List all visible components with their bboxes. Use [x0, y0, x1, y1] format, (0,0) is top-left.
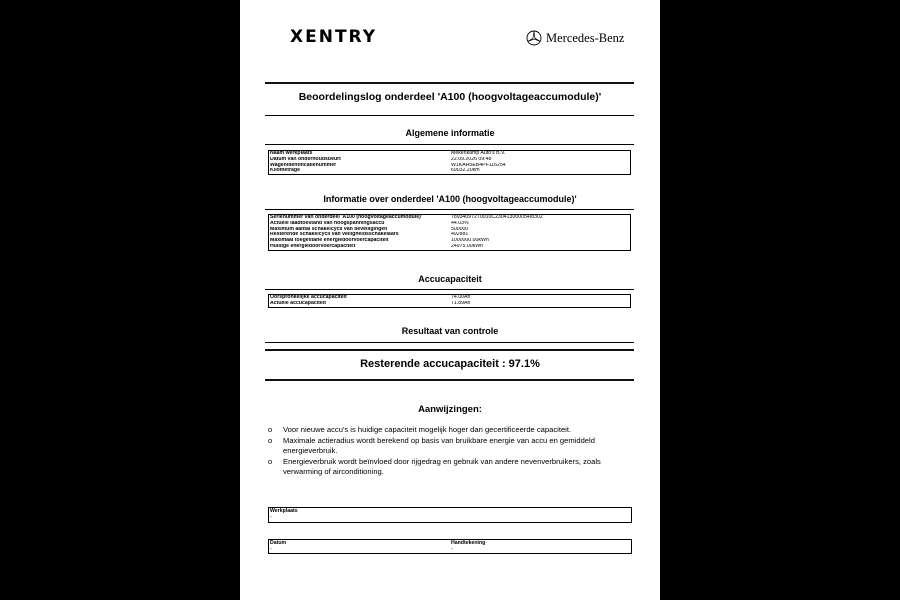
- bullet-icon: o: [268, 435, 273, 445]
- list-item: o Energieverbruik wordt beïnvloed door rijgedrag en gebruik van andere nevenverbruikers, zoals verwarming of airconditioning.: [268, 456, 601, 476]
- notes-list: [268, 425, 633, 478]
- general-info-heading: Algemene informatie: [405, 128, 495, 138]
- general-info-table: [268, 150, 631, 175]
- divider: [265, 82, 634, 84]
- mercedes-star-icon: [526, 30, 542, 46]
- table-row: Datum van onderhoudsbeurt 22.09.2026 09:48: [270, 156, 492, 162]
- table-row: Serienummer van onderdeel 'A100 (hoogvoltageaccumodule)' 78934097270010C230413000054I8302: [270, 215, 543, 220]
- bullet-icon: o: [268, 425, 273, 434]
- workshop-value: -: [270, 514, 272, 520]
- notes-heading: Aanwijzingen:: [418, 404, 482, 415]
- list-item: o Voor nieuwe accu's is huidige capaciteit mogelijk hoger dan gecertificeerde capaciteit.: [268, 425, 572, 434]
- divider: [265, 379, 634, 381]
- signature-value: -: [451, 546, 453, 552]
- capacity-heading: Accucapaciteit: [418, 274, 482, 284]
- date-cell: [269, 540, 450, 553]
- mercedes-benz-wordmark: Mercedes-Benz: [546, 30, 625, 45]
- divider: [265, 144, 634, 145]
- workshop-label: Werkplaats: [270, 508, 298, 514]
- divider: [265, 349, 634, 351]
- table-row: Wagenidentificatienummer W1KAH5EB4PF116254: [270, 162, 506, 168]
- table-row: Actuele accucapaciteit 71.89Ah: [270, 300, 471, 306]
- table-row: Kilometrage 69032.20km: [270, 168, 480, 174]
- table-row: Maximum aantal schakelcycli van beveiligingen 500000: [270, 226, 469, 232]
- divider: [265, 342, 634, 343]
- capacity-table: [268, 294, 631, 308]
- table-row: Naam werkplaats Mekenkamp Auto's B.V.: [270, 151, 506, 156]
- date-value: -: [270, 546, 272, 552]
- table-row: Resterende schakelcycli van veiligheidsschakelaars 492881: [270, 232, 469, 238]
- component-info-heading: Informatie over onderdeel 'A100 (hoogvoltageaccumodule)': [323, 194, 577, 204]
- date-label: Datum: [270, 540, 287, 546]
- signature-cell: [450, 540, 631, 553]
- list-item: o Maximale actieradius wordt berekend op basis van bruikbare energie van accu en gemiddeld energieverbruik.: [268, 435, 595, 455]
- divider: [265, 209, 634, 210]
- table-row: Huidige energiedoorvoercapaciteit 24975.00kWh: [270, 243, 484, 249]
- table-row: Oorspronkelijke accucapaciteit 74.00Ah: [270, 295, 471, 300]
- workshop-box: [268, 507, 632, 523]
- document-page: [240, 0, 660, 600]
- bullet-icon: o: [268, 456, 273, 466]
- mercedes-benz-logo: [526, 30, 624, 46]
- document-title: Beoordelingslog onderdeel 'A100 (hoogvoltageaccumodule)': [298, 91, 602, 103]
- remaining-capacity-result: Resterende accucapaciteit : 97.1%: [360, 358, 540, 370]
- date-signature-box: [268, 539, 632, 554]
- table-row: Maximaal toegestane energiedoorvoercapaciteit 1000000.00kWh: [270, 238, 489, 244]
- divider: [265, 115, 634, 116]
- xentry-logo: XENTRY: [290, 27, 378, 47]
- component-info-table: [268, 214, 631, 251]
- signature-label: Handtekening: [451, 540, 486, 546]
- divider: [265, 289, 634, 290]
- result-heading: Resultaat van controle: [401, 326, 499, 336]
- table-row: Actuele laadtoestand van hoogspanningsaccu 44.03%: [270, 220, 469, 226]
